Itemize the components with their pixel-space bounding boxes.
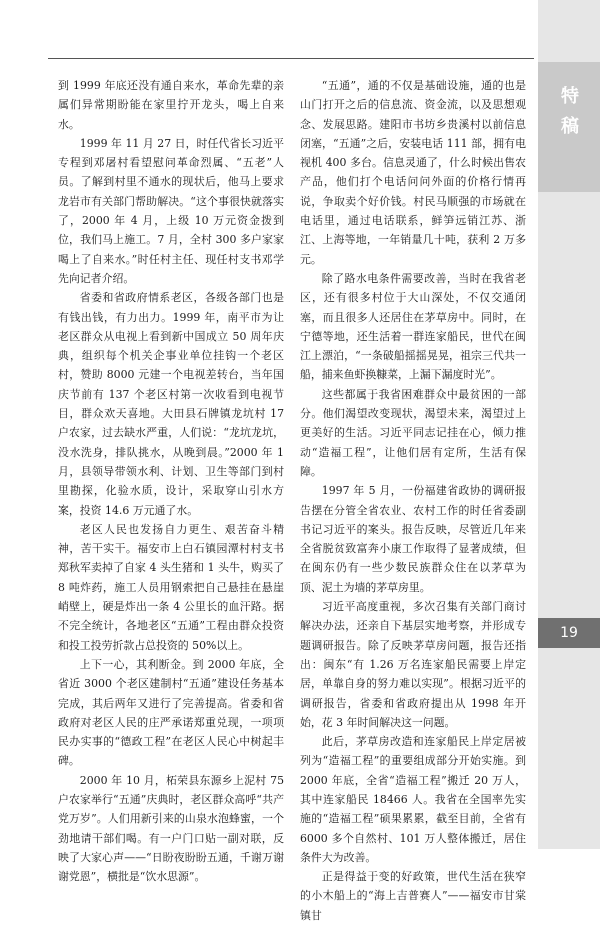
paragraph: 1997 年 5 月，一份福建省政协的调研报告摆在分管全省农业、农村工作的时任省委副书记习近平的案头。报告反映，尽管近几年来全省脱贫致富奔小康工作取得了显著成绩，但在闽东仍有一些少数民族群众住在以茅草为顶、泥土为墙的茅草房里。 <box>300 484 526 594</box>
paragraph: 到 1999 年底还没有通自来水，革命先辈的亲属们异常期盼能在家里拧开龙头，喝上自来水。 <box>58 79 284 131</box>
page-number: 19 <box>538 618 600 648</box>
paragraph: 上下一心，其利断金。到 2000 年底，全省近 3000 个老区建制村“五通”建设任务基本完成，其后两年又进行了完善提高。省委和省政府对老区人民的庄严承诺郑重兑现，一项项民办实事的“德政工程”在老区人民心中树起丰碑。 <box>58 657 284 768</box>
left-column <box>58 76 284 886</box>
paragraph: 正是得益于变的好政策，世代生活在狭窄的小木船上的“海上吉普赛人”——福安市甘棠镇甘 <box>300 870 526 922</box>
right-column <box>300 76 526 925</box>
paragraph: “五通”，通的不仅是基础设施，通的也是山门打开之后的信息流、资金流，以及思想观念、发展思路。建阳市书坊乡贵溪村以前信息闭塞，“五通”之后，安装电话 111 部，拥有电视机 400 多台。信息灵通了，什么时候出售农产品，他们打个电话问问外面的价格行情再说，争取卖个好价钱。村民马顺强的市场就在电话里，通过电话联系，鲜笋远销江苏、浙江、上海等地，一年销量几十吨，获利 2 万多元。 <box>300 79 526 266</box>
paragraph: 除了路水电条件需要改善，当时在我省老区，还有很多村位于大山深处，不仅交通闭塞，而且很多人还居住在茅草房中。同时，在宁德等地，还生活着一群连家船民，世代在闽江上漂泊，“一条破船摇摇晃晃，祖宗三代共一船，捕来鱼虾换糠菜，上漏下漏度时光”。 <box>300 271 526 382</box>
section-label-char: 特 <box>561 86 579 107</box>
paragraph: 这些都属于我省困难群众中最贫困的一部分。他们渴望改变现状，渴望未来，渴望过上更美好的生活。习近平同志记挂在心，倾力推动“造福工程”，让他们居有定所，生活有保障。 <box>300 387 526 478</box>
paragraph: 老区人民也发扬自力更生、艰苦奋斗精神，苦干实干。福安市上白石镇园潭村村支书郑秋军卖掉了自家 4 头生猪和 1 头牛，购买了 8 吨炸药，施工人员用钢索把自己悬挂在悬崖峭壁上，硬是炸出一条 4 公里长的血汗路。据不完全统计，各地老区“五通”工程由群众投资和投工投劳折款占总投资的 50%以上。 <box>58 522 284 652</box>
section-label-char: 稿 <box>561 116 579 137</box>
paragraph: 此后，茅草房改造和连家船民上岸定居被列为“造福工程”的重要组成部分开始实施。到 2000 年底，全省“造福工程”搬迁 20 万人，其中连家船民 18466 人。我省在全国率先实施的“造福工程”硕果累累，截至目前，全省有 6000 多个自然村、101 万人整体搬迁，居住条件大为改善。 <box>300 735 526 864</box>
paragraph: 2000 年 10 月，柘荣县东源乡上泥村 75 户农家举行“五通”庆典时，老区群众高呼“共产党万岁”。人们用新引来的山泉水泡蜂蜜，一个劲地请干部们喝。有一户门口贴一副对联，反映了大家心声——“日盼夜盼盼五通，千谢万谢谢党恩”，横批是“饮水思源”。 <box>58 773 284 884</box>
paragraph: 1999 年 11 月 27 日，时任代省长习近平专程到邓屠村看望慰问革命烈属、“五老”人员。了解到村里不通水的现状后，他马上要求龙岩市有关部门帮助解决。“这个事很快就落实了，2000 年 4 月，上级 10 万元资金拨到位，我们马上施工。7 月，全村 300 多户家家喝上了自来水。”时任村主任、现任村支书邓学先向记者介绍。 <box>58 136 284 285</box>
section-label <box>554 82 586 142</box>
header-rule <box>48 58 534 59</box>
paragraph: 省委和省政府情系老区，各级各部门也是有钱出钱，有力出力。1999 年，南平市为让老区群众从电视上看到新中国成立 50 周年庆典，组织每个机关企事业单位挂钩一个老区村，赞助 8000 元建一个电视差转台，当年国庆节前有 137 个老区村第一次收看到电视节目，群众欢天喜地。大田县石牌镇龙坑村 17 户农家，过去缺水严重，人们说：“龙坑龙坑，没水洗身，排队挑水，从晚到晨。”2000 年 1 月，县领导带领水利、计划、卫生等部门到村里勘探，化验水质，设计，采取穿山引水方案，投资 14.6 万元通了水。 <box>58 291 284 517</box>
paragraph: 习近平高度重视，多次召集有关部门商讨解决办法，还亲自下基层实地考察，并形成专题调研报告。除了反映茅草房问题，报告还指出：闽东“有 1.26 万名连家船民需要上岸定居，单靠自身的努力难以实现”。根据习近平的调研报告，省委和省政府提出从 1998 年开始，花 3 年时间解决这一问题。 <box>300 600 526 729</box>
